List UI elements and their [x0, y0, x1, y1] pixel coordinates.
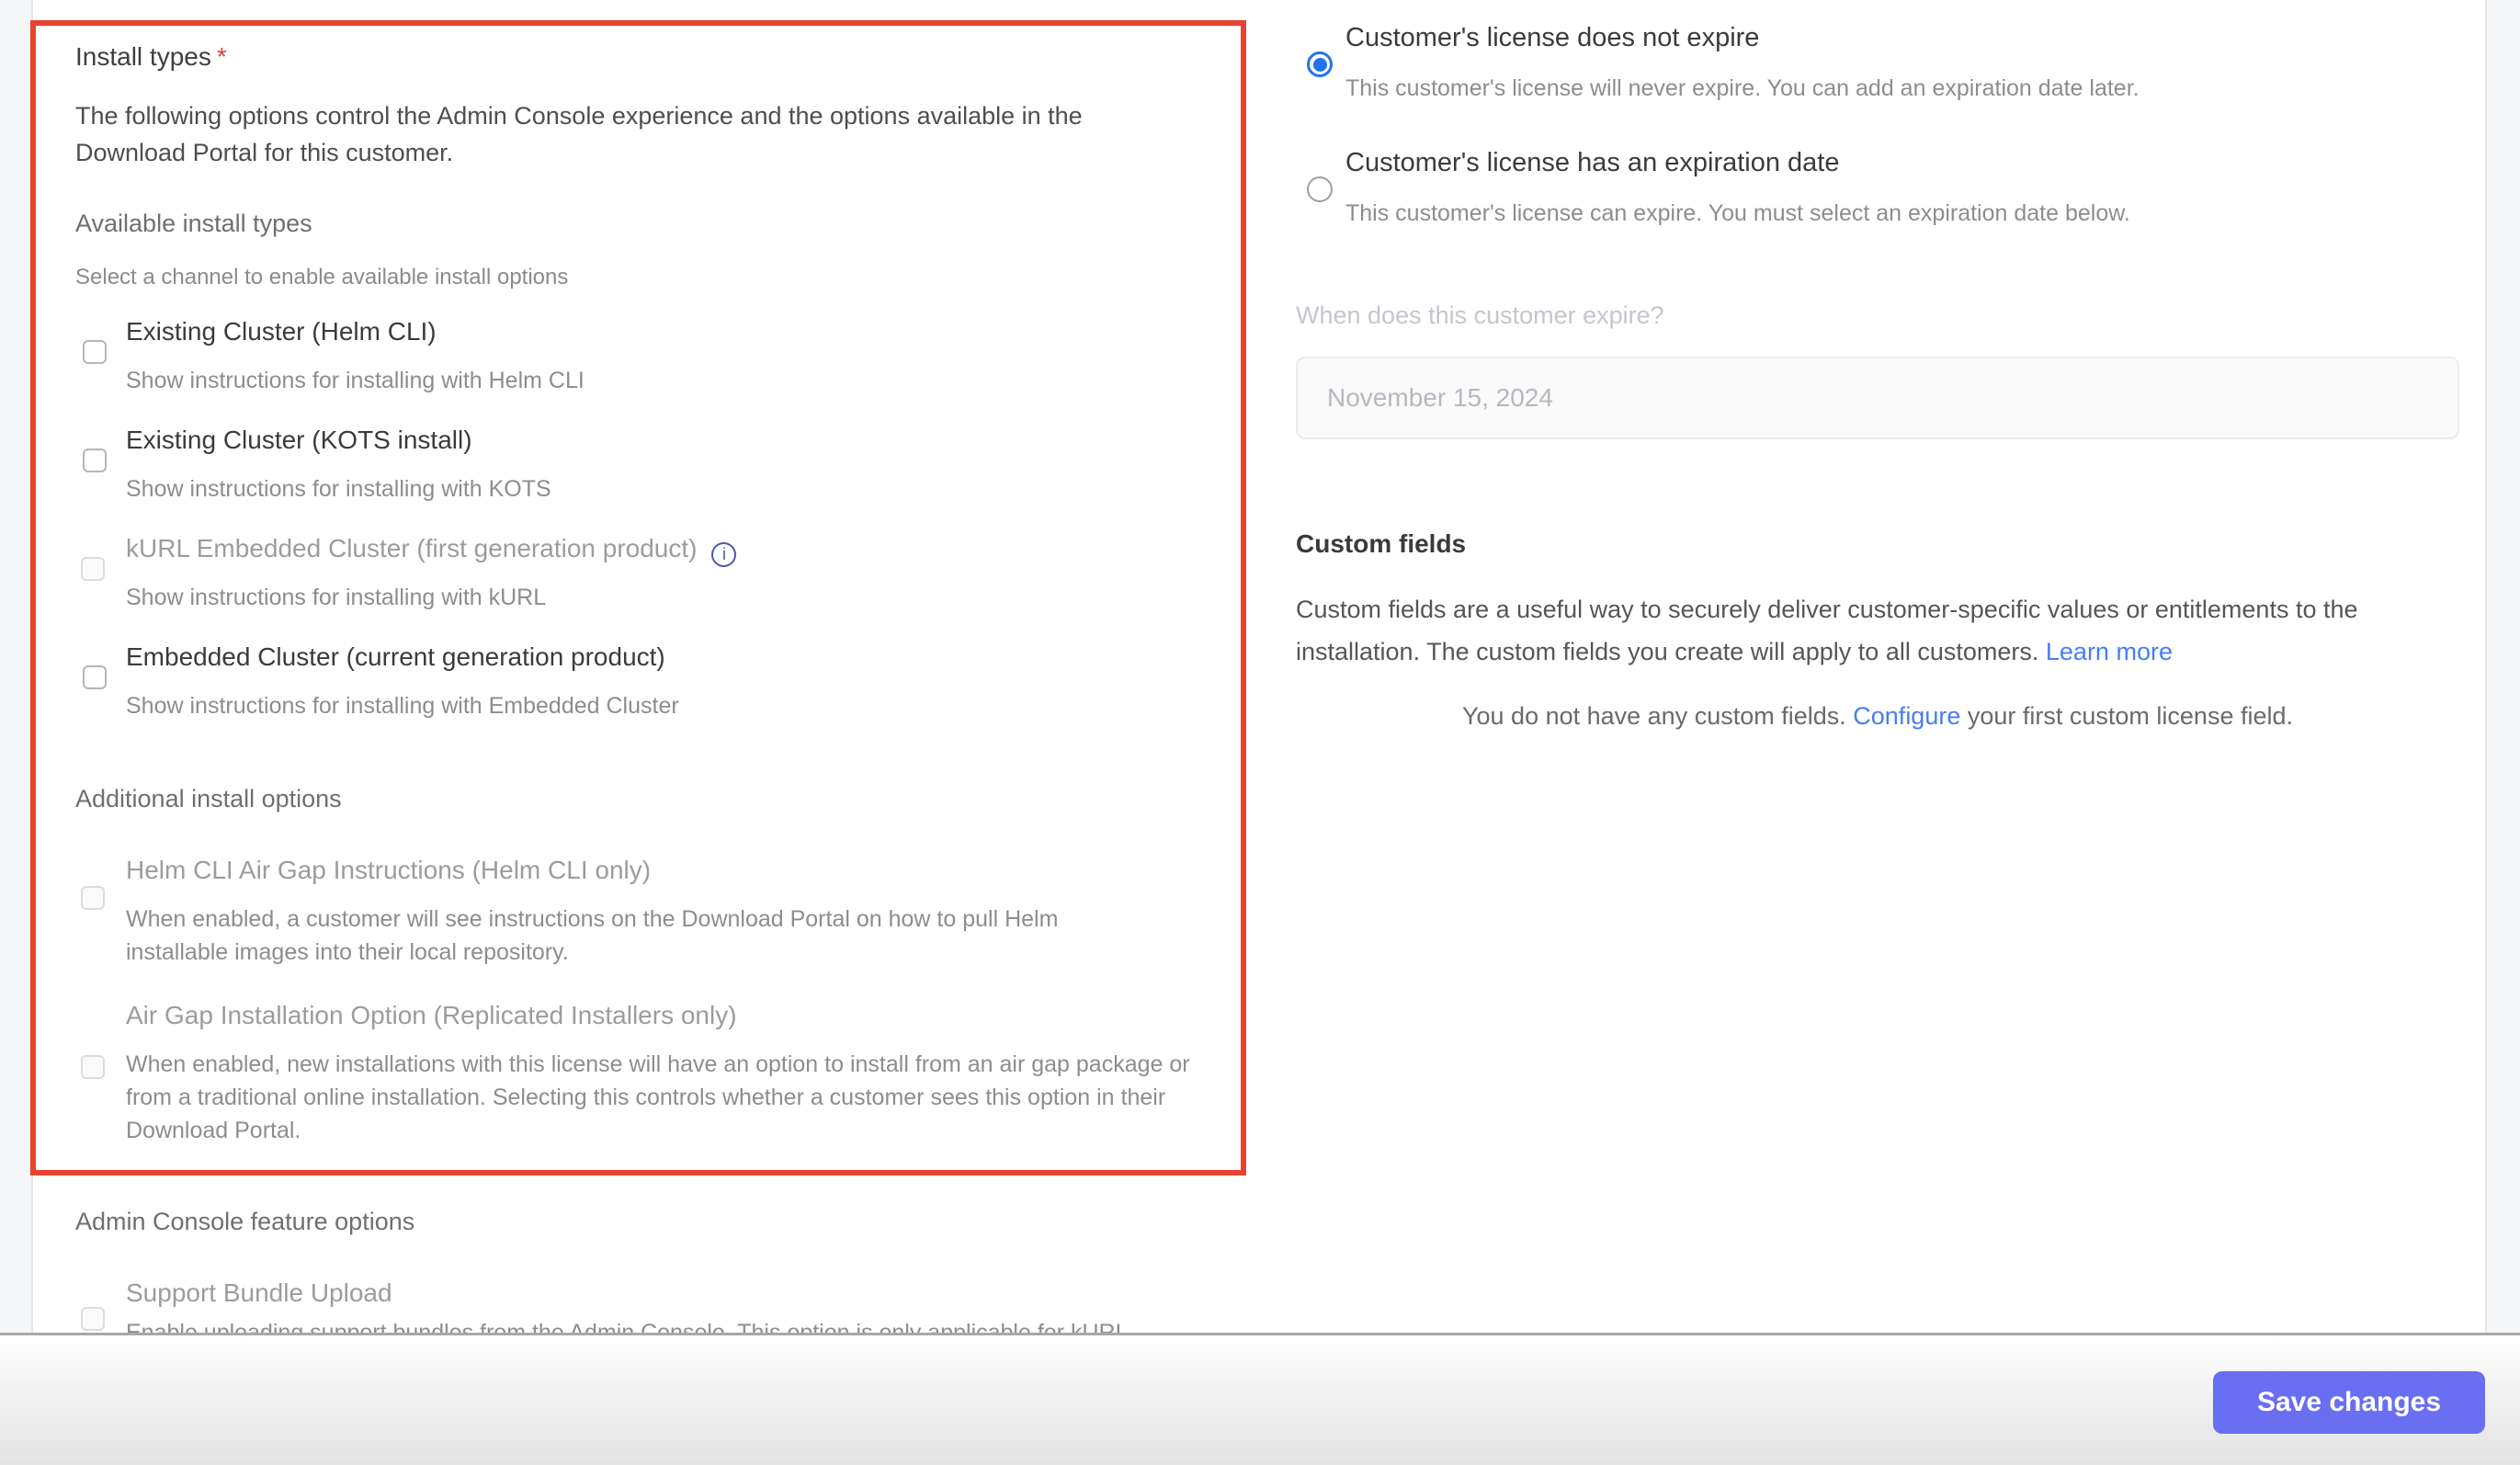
- info-icon[interactable]: i: [711, 542, 736, 567]
- scrollbar-track[interactable]: [2485, 0, 2520, 1333]
- empty-state-suffix: your first custom license field.: [1967, 702, 2293, 730]
- expiration-date-input[interactable]: [1296, 357, 2459, 439]
- option-label-kurl: [126, 533, 736, 567]
- install-types-description: The following options control the Admin Console experience and the options available in the Download Portal for this customer.: [75, 102, 1083, 166]
- option-desc-kurl: Show instructions for installing with kURL: [126, 585, 547, 610]
- custom-fields-description-text: Custom fields are a useful way to securely deliver customer-specific values or entitlements to the installation. The custom fields you create will apply to all customers.: [1296, 596, 2358, 665]
- option-label-support-bundle-upload: Support Bundle Upload: [126, 1278, 392, 1307]
- empty-state-prefix: You do not have any custom fields.: [1461, 702, 1846, 730]
- admin-console-feature-options-heading: Admin Console feature options: [75, 1208, 415, 1235]
- radio-label-no-expire: Customer's license does not expire: [1345, 23, 1760, 52]
- option-label-helm-cli: Existing Cluster (Helm CLI): [126, 317, 437, 346]
- radio-license-has-expiration[interactable]: [1307, 176, 1333, 202]
- custom-fields-empty-state: [1296, 702, 2459, 731]
- option-label-kots: Existing Cluster (KOTS install): [126, 426, 472, 454]
- checkbox-existing-cluster-kots[interactable]: [83, 449, 107, 472]
- radio-label-has-expiration: Customer's license has an expiration date: [1345, 148, 1840, 177]
- configure-link[interactable]: Configure: [1853, 702, 1961, 730]
- option-label-kurl-text: kURL Embedded Cluster (first generation product): [126, 534, 698, 562]
- expire-question-label: When does this customer expire?: [1296, 301, 1664, 329]
- required-asterisk: *: [216, 42, 227, 71]
- checkbox-embedded-cluster[interactable]: [83, 665, 107, 689]
- radio-desc-no-expire: This customer's license will never expire. You can add an expiration date later.: [1345, 75, 2140, 101]
- additional-install-options-heading: Additional install options: [75, 785, 342, 812]
- available-install-types-heading: Available install types: [75, 210, 312, 237]
- checkbox-support-bundle-upload[interactable]: [81, 1307, 105, 1331]
- option-desc-kots: Show instructions for installing with KOTS: [126, 476, 551, 502]
- checkbox-existing-cluster-helm-cli[interactable]: [83, 340, 107, 364]
- save-changes-button[interactable]: Save changes: [2213, 1371, 2485, 1434]
- radio-desc-has-expiration: This customer's license can expire. You must select an expiration date below.: [1345, 200, 2130, 226]
- page-left-gutter: [0, 0, 33, 1333]
- install-types-title: [75, 42, 227, 72]
- footer-bar: [0, 1335, 2520, 1465]
- option-label-air-gap-installation: Air Gap Installation Option (Replicated Installers only): [126, 1001, 737, 1029]
- option-label-embedded-cluster: Embedded Cluster (current generation product): [126, 642, 665, 671]
- option-desc-embedded-cluster: Show instructions for installing with Embedded Cluster: [126, 693, 679, 719]
- radio-license-does-not-expire[interactable]: [1307, 51, 1333, 77]
- option-desc-air-gap-installation: When enabled, new installations with this license will have an option to install from an air gap package or from a traditional online installation. Selecting this controls whether a customer sees this option in their Download Portal.: [126, 1051, 1190, 1143]
- learn-more-link[interactable]: Learn more: [2045, 638, 2173, 665]
- checkbox-kurl-embedded-cluster[interactable]: [81, 557, 105, 581]
- checkbox-air-gap-installation[interactable]: [81, 1055, 105, 1079]
- custom-fields-description: [1296, 588, 2399, 673]
- radio-selected-dot-icon: [1313, 58, 1327, 72]
- checkbox-helm-air-gap[interactable]: [81, 886, 105, 910]
- option-desc-helm-air-gap: When enabled, a customer will see instructions on the Download Portal on how to pull Helm installable images into their local repository.: [126, 906, 1059, 965]
- available-install-types-hint: Select a channel to enable available install options: [75, 265, 569, 290]
- option-label-helm-air-gap: Helm CLI Air Gap Instructions (Helm CLI only): [126, 856, 652, 884]
- option-desc-helm-cli: Show instructions for installing with Helm CLI: [126, 368, 585, 393]
- custom-fields-heading: Custom fields: [1296, 529, 1467, 558]
- install-types-title-text: Install types: [75, 42, 211, 71]
